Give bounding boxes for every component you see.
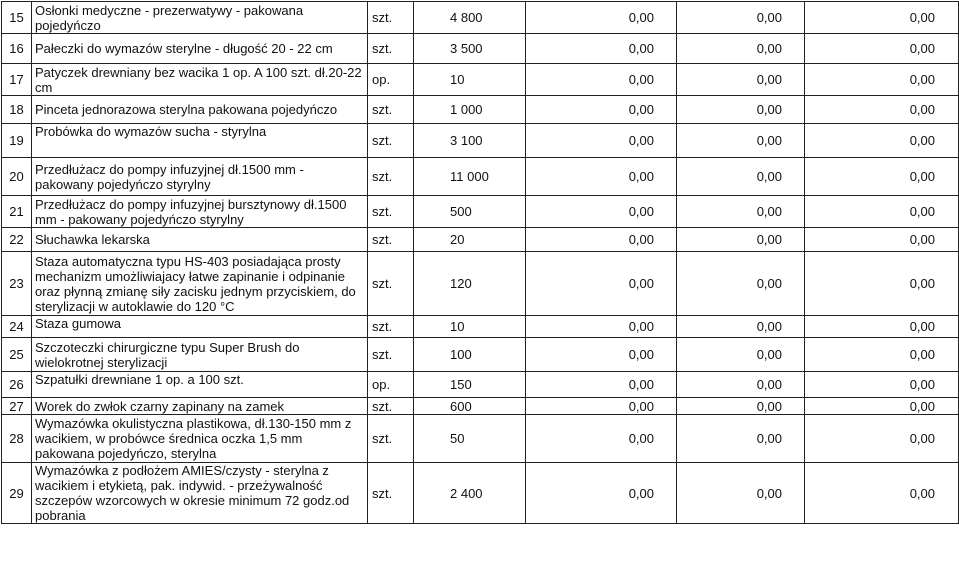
unit-cell: szt. bbox=[368, 316, 414, 338]
row-number: 23 bbox=[2, 252, 32, 316]
value-cell-2: 0,00 bbox=[677, 228, 805, 252]
item-description: Wymazówka z podłożem AMIES/czysty - sterylna z wacikiem i etykietą, pak. indywid. - przeżywalność szczepów wzorcowych w okresie minimum 72 godz.od pobrania bbox=[32, 463, 368, 524]
item-description: Staza automatyczna typu HS-403 posiadająca prosty mechanizm umożliwiajacy łatwe zapinanie i odpinanie oraz płynną zmianę siły zacisku jednym przyciskiem, do sterylizacji w autoklawie do 120 °C bbox=[32, 252, 368, 316]
row-number: 21 bbox=[2, 196, 32, 228]
unit-cell: szt. bbox=[368, 196, 414, 228]
value-cell-3: 0,00 bbox=[805, 158, 959, 196]
item-description: Szczoteczki chirurgiczne typu Super Brush do wielokrotnej sterylizacji bbox=[32, 338, 368, 372]
item-description: Szpatułki drewniane 1 op. a 100 szt. bbox=[32, 372, 368, 398]
quantity-cell: 2 400 bbox=[414, 463, 526, 524]
table-row bbox=[2, 2, 959, 34]
value-cell-2: 0,00 bbox=[677, 64, 805, 96]
quantity-cell: 10 bbox=[414, 316, 526, 338]
price-table bbox=[1, 1, 959, 524]
table-row bbox=[2, 34, 959, 64]
value-cell-2: 0,00 bbox=[677, 463, 805, 524]
item-description: Staza gumowa bbox=[32, 316, 368, 338]
value-cell-1: 0,00 bbox=[526, 96, 677, 124]
value-cell-1: 0,00 bbox=[526, 196, 677, 228]
value-cell-1: 0,00 bbox=[526, 2, 677, 34]
row-number: 24 bbox=[2, 316, 32, 338]
value-cell-3: 0,00 bbox=[805, 96, 959, 124]
value-cell-1: 0,00 bbox=[526, 372, 677, 398]
quantity-cell: 100 bbox=[414, 338, 526, 372]
quantity-cell: 1 000 bbox=[414, 96, 526, 124]
unit-cell: szt. bbox=[368, 34, 414, 64]
unit-cell: szt. bbox=[368, 415, 414, 463]
row-number: 17 bbox=[2, 64, 32, 96]
value-cell-1: 0,00 bbox=[526, 252, 677, 316]
quantity-cell: 120 bbox=[414, 252, 526, 316]
table-row bbox=[2, 415, 959, 463]
value-cell-3: 0,00 bbox=[805, 316, 959, 338]
value-cell-2: 0,00 bbox=[677, 372, 805, 398]
value-cell-1: 0,00 bbox=[526, 398, 677, 415]
value-cell-3: 0,00 bbox=[805, 372, 959, 398]
unit-cell: szt. bbox=[368, 463, 414, 524]
value-cell-1: 0,00 bbox=[526, 158, 677, 196]
value-cell-2: 0,00 bbox=[677, 398, 805, 415]
table-row bbox=[2, 398, 959, 415]
row-number: 27 bbox=[2, 398, 32, 415]
value-cell-2: 0,00 bbox=[677, 158, 805, 196]
value-cell-2: 0,00 bbox=[677, 252, 805, 316]
row-number: 20 bbox=[2, 158, 32, 196]
value-cell-1: 0,00 bbox=[526, 338, 677, 372]
quantity-cell: 4 800 bbox=[414, 2, 526, 34]
table-row bbox=[2, 252, 959, 316]
quantity-cell: 10 bbox=[414, 64, 526, 96]
unit-cell: szt. bbox=[368, 124, 414, 158]
unit-cell: op. bbox=[368, 64, 414, 96]
value-cell-1: 0,00 bbox=[526, 64, 677, 96]
value-cell-3: 0,00 bbox=[805, 228, 959, 252]
row-number: 15 bbox=[2, 2, 32, 34]
quantity-cell: 600 bbox=[414, 398, 526, 415]
table-row bbox=[2, 316, 959, 338]
quantity-cell: 11 000 bbox=[414, 158, 526, 196]
value-cell-2: 0,00 bbox=[677, 34, 805, 64]
item-description: Wymazówka okulistyczna plastikowa, dł.130-150 mm z wacikiem, w probówce średnica oczka 1,5 mm pakowana pojedyńczo, sterylna bbox=[32, 415, 368, 463]
quantity-cell: 3 500 bbox=[414, 34, 526, 64]
value-cell-3: 0,00 bbox=[805, 338, 959, 372]
item-description: Słuchawka lekarska bbox=[32, 228, 368, 252]
value-cell-3: 0,00 bbox=[805, 252, 959, 316]
table-row bbox=[2, 463, 959, 524]
item-description: Probówka do wymazów sucha - styrylna bbox=[32, 124, 368, 158]
row-number: 16 bbox=[2, 34, 32, 64]
quantity-cell: 3 100 bbox=[414, 124, 526, 158]
value-cell-2: 0,00 bbox=[677, 338, 805, 372]
unit-cell: op. bbox=[368, 372, 414, 398]
table-row bbox=[2, 372, 959, 398]
item-description: Osłonki medyczne - prezerwatywy - pakowana pojedyńczo bbox=[32, 2, 368, 34]
table-row bbox=[2, 124, 959, 158]
table-row bbox=[2, 96, 959, 124]
value-cell-3: 0,00 bbox=[805, 398, 959, 415]
item-description: Pałeczki do wymazów sterylne - długość 20 - 22 cm bbox=[32, 34, 368, 64]
value-cell-3: 0,00 bbox=[805, 415, 959, 463]
value-cell-1: 0,00 bbox=[526, 34, 677, 64]
value-cell-1: 0,00 bbox=[526, 316, 677, 338]
value-cell-2: 0,00 bbox=[677, 415, 805, 463]
table-row bbox=[2, 196, 959, 228]
quantity-cell: 500 bbox=[414, 196, 526, 228]
value-cell-1: 0,00 bbox=[526, 415, 677, 463]
quantity-cell: 150 bbox=[414, 372, 526, 398]
table-row bbox=[2, 228, 959, 252]
value-cell-3: 0,00 bbox=[805, 196, 959, 228]
item-description: Worek do zwłok czarny zapinany na zamek bbox=[32, 398, 368, 415]
value-cell-3: 0,00 bbox=[805, 2, 959, 34]
row-number: 19 bbox=[2, 124, 32, 158]
row-number: 25 bbox=[2, 338, 32, 372]
item-description: Pinceta jednorazowa sterylna pakowana pojedyńczo bbox=[32, 96, 368, 124]
value-cell-1: 0,00 bbox=[526, 228, 677, 252]
value-cell-2: 0,00 bbox=[677, 96, 805, 124]
unit-cell: szt. bbox=[368, 228, 414, 252]
quantity-cell: 20 bbox=[414, 228, 526, 252]
unit-cell: szt. bbox=[368, 96, 414, 124]
table-row bbox=[2, 158, 959, 196]
item-description: Patyczek drewniany bez wacika 1 op. A 100 szt. dł.20-22 cm bbox=[32, 64, 368, 96]
row-number: 18 bbox=[2, 96, 32, 124]
value-cell-3: 0,00 bbox=[805, 64, 959, 96]
value-cell-2: 0,00 bbox=[677, 2, 805, 34]
row-number: 22 bbox=[2, 228, 32, 252]
row-number: 28 bbox=[2, 415, 32, 463]
value-cell-1: 0,00 bbox=[526, 463, 677, 524]
row-number: 29 bbox=[2, 463, 32, 524]
value-cell-2: 0,00 bbox=[677, 196, 805, 228]
quantity-cell: 50 bbox=[414, 415, 526, 463]
value-cell-3: 0,00 bbox=[805, 124, 959, 158]
value-cell-3: 0,00 bbox=[805, 463, 959, 524]
item-description: Przedłużacz do pompy infuzyjnej bursztynowy dł.1500 mm - pakowany pojedyńczo styrylny bbox=[32, 196, 368, 228]
unit-cell: szt. bbox=[368, 252, 414, 316]
unit-cell: szt. bbox=[368, 398, 414, 415]
item-description: Przedłużacz do pompy infuzyjnej dł.1500 mm - pakowany pojedyńczo styrylny bbox=[32, 158, 368, 196]
value-cell-2: 0,00 bbox=[677, 124, 805, 158]
unit-cell: szt. bbox=[368, 2, 414, 34]
table-row bbox=[2, 338, 959, 372]
value-cell-2: 0,00 bbox=[677, 316, 805, 338]
row-number: 26 bbox=[2, 372, 32, 398]
table-row bbox=[2, 64, 959, 96]
value-cell-3: 0,00 bbox=[805, 34, 959, 64]
unit-cell: szt. bbox=[368, 338, 414, 372]
value-cell-1: 0,00 bbox=[526, 124, 677, 158]
unit-cell: szt. bbox=[368, 158, 414, 196]
